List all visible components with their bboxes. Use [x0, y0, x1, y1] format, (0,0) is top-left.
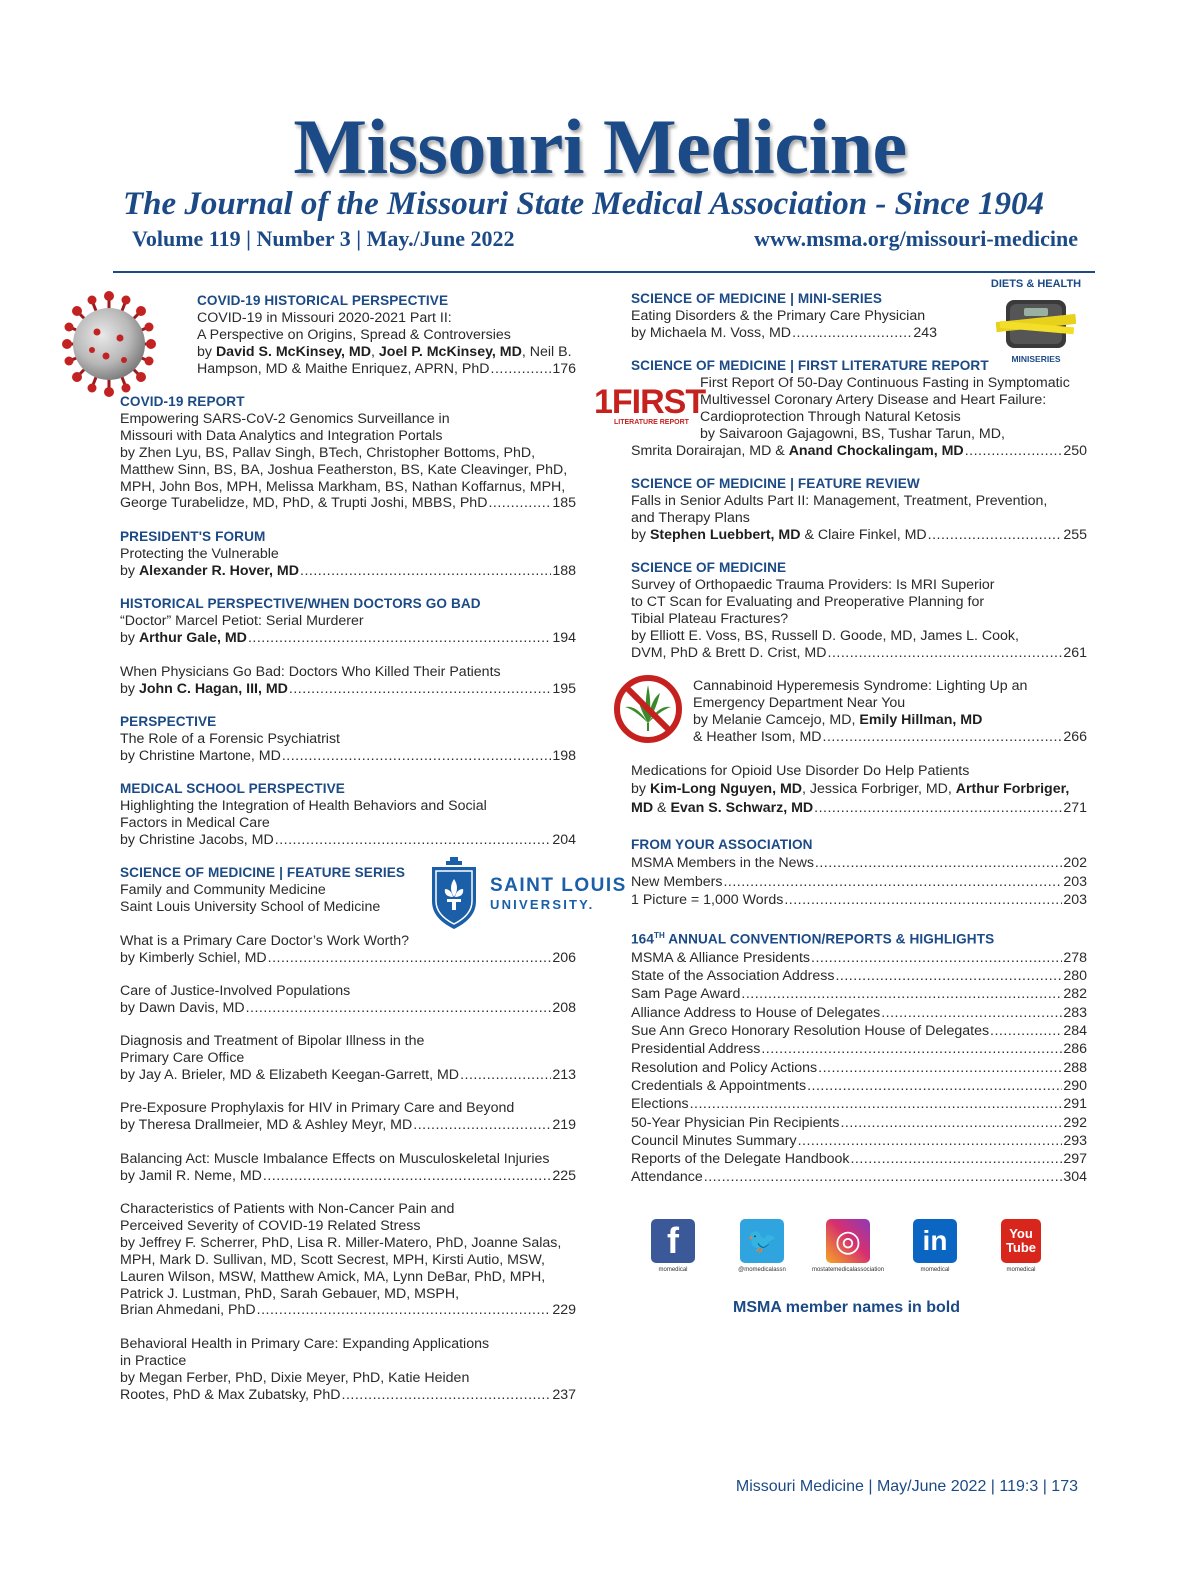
author-line: George Turabelidze, MD, PhD, & Trupti Joshi, MBBS, PhD ..... 185: [120, 495, 576, 512]
author-line: by Christine Jacobs, MD ..... 204: [120, 832, 576, 849]
page-number: 304: [1063, 1169, 1087, 1186]
page-number: 284: [1063, 1023, 1087, 1040]
page-number: 266: [1063, 728, 1087, 745]
website-link[interactable]: www.msma.org/missouri-medicine: [754, 226, 1078, 251]
author-line: Hampson, MD & Maithe Enriquez, APRN, PhD ..... 176: [197, 361, 576, 378]
section-heading: SCIENCE OF MEDICINE | FIRST LITERATURE REPORT: [631, 358, 989, 373]
toc-entry-balancing[interactable]: [120, 1151, 580, 1185]
member-names-note: MSMA member names in bold: [733, 1299, 960, 1316]
page-number: 293: [1063, 1132, 1087, 1149]
page-number: 280: [1063, 968, 1087, 985]
article-title: What is a Primary Care Doctor’s Work Worth?: [120, 933, 410, 949]
youtube-link[interactable]: [976, 1219, 1066, 1273]
page-number: 203: [1063, 891, 1087, 908]
toc-entry-physicians-go-bad[interactable]: [120, 664, 576, 698]
section-heading: COVID-19 REPORT: [120, 394, 245, 409]
page-number: 194: [552, 629, 576, 646]
page-number: 202: [1063, 855, 1087, 872]
article-title: Survey of Orthopaedic Trauma Providers: Is MRI Superior: [631, 576, 995, 593]
page-number: 297: [1063, 1151, 1087, 1168]
coronavirus-icon: [62, 290, 156, 398]
article-title: A Perspective on Origins, Spread & Controversies: [197, 326, 511, 343]
page-number: 237: [552, 1386, 576, 1403]
page-number: 261: [1063, 644, 1087, 661]
facebook-link[interactable]: [628, 1219, 718, 1273]
article-title: Highlighting the Integration of Health Behaviors and Social: [120, 797, 487, 814]
author-line: by Kim-Long Nguyen, MD, Jessica Forbriger, MD, Arthur Forbriger,: [631, 781, 1070, 798]
toc-entry-covid-report[interactable]: [120, 394, 576, 512]
article-title: Missouri with Data Analytics and Integration Portals: [120, 427, 443, 444]
article-title: Protecting the Vulnerable: [120, 545, 279, 562]
twitter-icon: 🐦: [740, 1219, 784, 1263]
toc-entry-prep[interactable]: [120, 1100, 576, 1134]
section-heading: COVID-19 HISTORICAL PERSPECTIVE: [197, 293, 449, 308]
author-line: Brian Ahmedani, PhD ..... 229: [120, 1302, 576, 1319]
article-title: to CT Scan for Evaluating and Preoperative Planning for: [631, 593, 985, 610]
first-logo-text: 1FIRST: [594, 383, 706, 421]
page-number: 204: [552, 831, 576, 848]
linkedin-icon: in: [913, 1219, 957, 1263]
first-logo-subtext: LITERATURE REPORT: [614, 419, 689, 426]
toc-entry-pcp-worth[interactable]: [120, 933, 576, 967]
social-caption: momedical: [658, 1267, 688, 1273]
page-number: 176: [552, 360, 576, 377]
article-title: and Therapy Plans: [631, 509, 750, 526]
section-heading: PRESIDENT'S FORUM: [120, 529, 266, 544]
journal-title: Missouri Medicine: [293, 103, 907, 190]
instagram-icon: ◎: [826, 1219, 870, 1263]
toc-item[interactable]: Presidential Address ..... 286: [631, 1040, 1087, 1058]
author-line: MPH, Mark D. Sullivan, MD, Scott Secrest, MPH, Kirsti Autio, MSW,: [120, 1251, 545, 1268]
toc-item[interactable]: Credentials & Appointments ..... 290: [631, 1077, 1087, 1095]
page-number: 290: [1063, 1077, 1087, 1094]
badge-top-label: DIETS & HEALTH: [990, 278, 1082, 290]
toc-entry-justice[interactable]: [120, 983, 576, 1017]
page-number: 219: [552, 1116, 576, 1133]
toc-entry-fasting[interactable]: [631, 358, 1087, 459]
article-title: Falls in Senior Adults Part II: Management, Treatment, Prevention,: [631, 492, 1048, 509]
author-line: by David S. McKinsey, MD, Joel P. McKinsey, MD, Neil B.: [197, 343, 572, 360]
article-title: Care of Justice-Involved Populations: [120, 983, 351, 999]
page-number: 185: [552, 495, 576, 512]
author-line: Matthew Sinn, BS, BA, Joshua Featherston, BS, Kate Cleavinger, PhD,: [120, 461, 568, 478]
section-heading: SCIENCE OF MEDICINE: [631, 560, 787, 575]
article-title: Pre-Exposure Prophylaxis for HIV in Primary Care and Beyond: [120, 1100, 515, 1116]
page-number: 208: [552, 999, 576, 1016]
toc-item[interactable]: New Members ..... 203: [631, 873, 1087, 891]
article-title: Cannabinoid Hyperemesis Syndrome: Lighting Up an: [693, 678, 1028, 694]
page-number: 198: [552, 747, 576, 764]
toc-entry-behavioral[interactable]: [120, 1336, 576, 1404]
article-title: First Report Of 50-Day Continuous Fasting in Symptomatic: [700, 374, 1070, 391]
author-line: by Michaela M. Voss, MD ..... 243: [631, 325, 937, 342]
page-number: 255: [1063, 526, 1087, 543]
author-line: by Zhen Lyu, BS, Pallav Singh, BTech, Christopher Bottoms, PhD,: [120, 444, 536, 461]
article-title: Cardioprotection Through Natural Ketosis: [700, 408, 961, 425]
section-heading: PERSPECTIVE: [120, 714, 217, 729]
author-line: MD & Evan S. Schwarz, MD ..... 271: [631, 799, 1087, 817]
section-heading: SCIENCE OF MEDICINE | FEATURE SERIES: [120, 865, 406, 880]
toc-item[interactable]: Sam Page Award ..... 282: [631, 985, 1087, 1003]
section-heading: MEDICAL SCHOOL PERSPECTIVE: [120, 781, 345, 796]
no-cannabis-icon: [612, 673, 684, 745]
journal-subtitle: The Journal of the Missouri State Medical Association - Since 1904: [123, 186, 1045, 222]
page-number: 195: [552, 680, 576, 697]
page-number: 291: [1063, 1096, 1087, 1113]
toc-item[interactable]: 1 Picture = 1,000 Words ..... 203: [631, 891, 1087, 909]
toc-entry-bipolar[interactable]: [120, 1033, 576, 1084]
social-caption: @momedicalassn: [738, 1267, 786, 1273]
toc-entry-petiot[interactable]: [120, 596, 576, 647]
author-line: by Kimberly Schiel, MD ..... 206: [120, 950, 576, 967]
page-number: 286: [1063, 1041, 1087, 1058]
toc-section-association: [631, 836, 1087, 909]
author-line: DVM, PhD & Brett D. Crist, MD ..... 261: [631, 645, 1087, 662]
page-number: 271: [1063, 799, 1087, 816]
toc-item[interactable]: Council Minutes Summary ..... 293: [631, 1132, 1087, 1150]
slu-name-line2: UNIVERSITY.: [490, 897, 595, 912]
article-title: The Role of a Forensic Psychiatrist: [120, 730, 340, 747]
toc-item[interactable]: Reports of the Delegate Handbook ..... 297: [631, 1150, 1087, 1168]
series-title: Family and Community Medicine: [120, 881, 326, 898]
slu-logo: [428, 855, 627, 933]
author-line: by Christine Martone, MD ..... 198: [120, 748, 576, 765]
article-title: Multivessel Coronary Artery Disease and Heart Failure:: [700, 391, 1047, 408]
toc-section-convention: [631, 927, 1087, 1187]
toc-item[interactable]: Resolution and Policy Actions ..... 288: [631, 1059, 1087, 1077]
page-number: 288: [1063, 1059, 1087, 1076]
section-heading: SCIENCE OF MEDICINE | MINI-SERIES: [631, 291, 883, 306]
linkedin-link[interactable]: [890, 1219, 980, 1273]
article-title: “Doctor” Marcel Petiot: Serial Murderer: [120, 612, 364, 629]
author-line: by Melanie Camcejo, MD, Emily Hillman, MD: [693, 711, 983, 728]
article-title: Empowering SARS-CoV-2 Genomics Surveillance in: [120, 410, 450, 427]
article-title: Eating Disorders & the Primary Care Physician: [631, 307, 926, 324]
toc-entry-forensic[interactable]: [120, 714, 576, 765]
toc-entry-med-school[interactable]: [120, 781, 576, 849]
toc-entry-tibial[interactable]: [631, 560, 1087, 661]
author-line: by Dawn Davis, MD ..... 208: [120, 1000, 576, 1017]
section-heading: 164TH ANNUAL CONVENTION/REPORTS & HIGHLIGHTS: [631, 931, 995, 947]
article-title: Tibial Plateau Fractures?: [631, 610, 789, 627]
toc-item[interactable]: 50-Year Physician Pin Recipients ..... 292: [631, 1114, 1087, 1132]
toc-item[interactable]: Alliance Address to House of Delegates ..... 283: [631, 1004, 1087, 1022]
toc-entry-eating-disorders[interactable]: [631, 291, 937, 342]
article-title: Primary Care Office: [120, 1049, 245, 1066]
page-number: 213: [552, 1066, 576, 1083]
toc-entry-opioid[interactable]: [631, 762, 1087, 817]
page-number: 203: [1063, 873, 1087, 890]
slu-name-line1: SAINT LOUIS: [490, 875, 627, 896]
badge-bottom-label: MINISERIES: [1011, 354, 1061, 364]
section-heading: SCIENCE OF MEDICINE | FEATURE REVIEW: [631, 476, 920, 491]
page-number: 292: [1063, 1114, 1087, 1131]
author-line: Rootes, PhD & Max Zubatsky, PhD ..... 237: [120, 1387, 576, 1404]
author-line: by Stephen Luebbert, MD & Claire Finkel, MD ..... 255: [631, 527, 1087, 544]
page-number: 206: [552, 949, 576, 966]
toc-entry-covid-historical[interactable]: [197, 293, 576, 378]
article-title: Emergency Department Near You: [693, 694, 906, 711]
author-line: MPH, John Bos, MPH, Melissa Markham, BS, Nathan Koffarnus, MPH,: [120, 478, 566, 495]
social-caption: momedical: [1006, 1267, 1036, 1273]
page-number: 243: [913, 324, 937, 341]
article-title: in Practice: [120, 1352, 187, 1369]
social-caption: mostatemedicalassociation: [811, 1267, 885, 1273]
author-line: by Jeffrey F. Scherrer, PhD, Lisa R. Miller-Matero, PhD, Joanne Salas,: [120, 1234, 562, 1251]
page-number: 250: [1063, 442, 1087, 459]
slu-shield-icon: [428, 855, 480, 931]
toc-entry-presidents-forum[interactable]: [120, 529, 576, 580]
toc-entry-cannabinoid[interactable]: [693, 678, 1087, 746]
toc-item[interactable]: Sue Ann Greco Honorary Resolution House of Delegates ..... 284: [631, 1022, 1087, 1040]
page-footer: Missouri Medicine | May/June 2022 | 119:3 | 173: [735, 1478, 1078, 1495]
facebook-icon: f: [651, 1219, 695, 1263]
article-title: Diagnosis and Treatment of Bipolar Illness in the: [120, 1033, 425, 1049]
toc-entry-falls[interactable]: [631, 476, 1087, 544]
instagram-link[interactable]: [803, 1219, 893, 1273]
page-number: 278: [1063, 949, 1087, 966]
author-line: by Arthur Gale, MD ..... 194: [120, 630, 576, 647]
toc-entry-noncancer[interactable]: [120, 1201, 576, 1319]
toc-item[interactable]: MSMA Members in the News ..... 202: [631, 854, 1087, 872]
toc-item[interactable]: Elections ..... 291: [631, 1095, 1087, 1113]
article-title: Factors in Medical Care: [120, 814, 270, 831]
social-caption: momedical: [920, 1267, 950, 1273]
toc-item[interactable]: State of the Association Address ..... 280: [631, 967, 1087, 985]
author-line: by Megan Ferber, PhD, Dixie Meyer, PhD, Katie Heiden: [120, 1369, 470, 1386]
series-title: Saint Louis University School of Medicine: [120, 898, 381, 915]
article-title: Perceived Severity of COVID-19 Related Stress: [120, 1217, 421, 1234]
toc-item[interactable]: Attendance ..... 304: [631, 1168, 1087, 1186]
author-line: by John C. Hagan, III, MD ..... 195: [120, 681, 576, 698]
scale-icon: [996, 294, 1076, 354]
author-line: Patrick J. Lustman, PhD, Sarah Gebauer, MD, MSPH,: [120, 1285, 460, 1302]
page-number: 283: [1063, 1004, 1087, 1021]
toc-item[interactable]: MSMA & Alliance Presidents ..... 278: [631, 949, 1087, 967]
author-line: by Jay A. Brieler, MD & Elizabeth Keegan-Garrett, MD ..... 213: [120, 1067, 576, 1084]
author-line: by Jamil R. Neme, MD ..... 225: [120, 1168, 576, 1185]
diets-health-badge: [988, 278, 1084, 368]
page-number: 229: [552, 1302, 576, 1319]
author-line: Smrita Dorairajan, MD & Anand Chockalingam, MD ..... 250: [631, 443, 1087, 460]
header-rule: [113, 271, 1095, 273]
author-line: & Heather Isom, MD ..... 266: [693, 729, 1087, 746]
section-heading: FROM YOUR ASSOCIATION: [631, 837, 813, 852]
article-title: Balancing Act: Muscle Imbalance Effects on Musculoskeletal Injuries: [120, 1151, 550, 1167]
section-heading: HISTORICAL PERSPECTIVE/WHEN DOCTORS GO BAD: [120, 596, 481, 611]
author-line: by Saivaroon Gajagowni, BS, Tushar Tarun, MD,: [700, 425, 1005, 442]
twitter-link[interactable]: [717, 1219, 807, 1273]
youtube-icon: You Tube: [1001, 1219, 1041, 1263]
article-title: Behavioral Health in Primary Care: Expanding Applications: [120, 1336, 490, 1352]
author-line: by Alexander R. Hover, MD ..... 188: [120, 563, 576, 580]
author-line: by Elliott E. Voss, BS, Russell D. Goode, MD, James L. Cook,: [631, 627, 1019, 644]
page-number: 188: [552, 562, 576, 579]
author-line: Lauren Wilson, MSW, Matthew Amick, MA, Lynn DeBar, PhD, MPH,: [120, 1268, 546, 1285]
article-title: Characteristics of Patients with Non-Cancer Pain and: [120, 1201, 455, 1217]
issue-info: Volume 119 | Number 3 | May./June 2022: [132, 226, 515, 251]
page-number: 282: [1063, 986, 1087, 1003]
author-line: by Theresa Drallmeier, MD & Ashley Meyr, MD ..... 219: [120, 1117, 576, 1134]
page-number: 225: [552, 1167, 576, 1184]
article-title: Medications for Opioid Use Disorder Do Help Patients: [631, 763, 970, 779]
article-title: When Physicians Go Bad: Doctors Who Killed Their Patients: [120, 664, 501, 680]
article-title: COVID-19 in Missouri 2020-2021 Part II:: [197, 309, 452, 326]
